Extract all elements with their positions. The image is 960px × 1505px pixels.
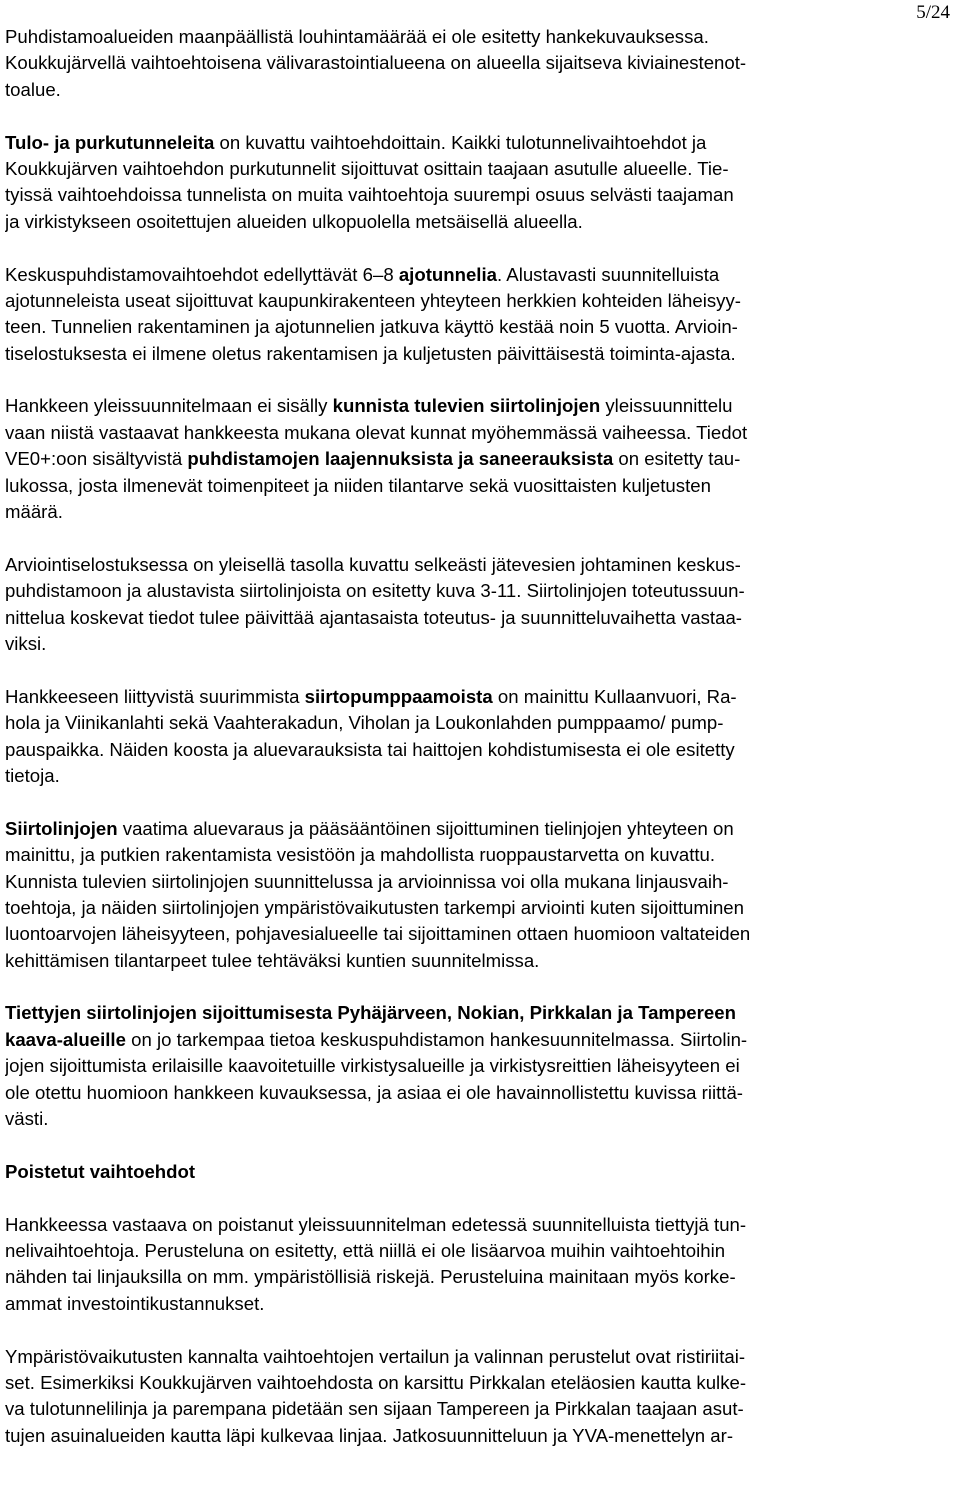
text-run: yleissuunnittelu [600,395,733,417]
paragraph [5,1000,956,1132]
text-line [5,446,956,472]
text-line [5,24,956,50]
text-line [5,1106,956,1132]
text-run: hola ja Viinikanlahti sekä Vaahterakadun, Viholan ja Loukonlahden pumppaamo/ pump- [5,712,724,734]
text-run: . Alustavasti suunnitelluista [496,263,720,285]
text-line [5,578,956,604]
paragraph-gap [5,525,956,551]
text-run: tiselostuksesta ei ilmene oletus rakentamisen ja kuljetusten päivittäisestä toiminta-ajasta. [5,342,736,364]
text-line [5,1423,956,1449]
text-run: on kuvattu vaihtoehdoittain. Kaikki tulotunnelivaihtoehdot ja [214,131,707,153]
paragraph-gap [5,367,956,393]
text-line [5,842,956,868]
text-line [5,1264,956,1290]
text-line [5,1370,956,1396]
text-run: mainittu, ja putkien rakentamista vesistöön ja mahdollista ruoppaustarvetta on kuvattu. [5,844,716,866]
text-line [5,314,956,340]
text-line [5,631,956,657]
paragraph-gap [5,103,956,129]
text-line [5,393,956,419]
text-run: ajotunneleista useat sijoittuvat kaupunkirakenteen yhteyteen herkkien kohteiden läheisyy- [5,289,741,311]
text-run: nittelua koskevat tiedot tulee päivittää ajantasaista toteutus- ja suunnitteluvaihetta vastaa- [5,606,742,628]
bold-text: kunnista tulevien siirtolinjojen [332,395,601,417]
text-run: toalue. [5,78,61,100]
text-run: Keskuspuhdistamovaihtoehdot edellyttävät 6–8 [5,263,399,285]
paragraph [5,552,956,658]
text-run: tietoja. [5,764,60,786]
text-line [5,156,956,182]
text-run: teen. Tunnelien rakentaminen ja ajotunnelien jatkuva käyttö kestää noin 5 vuotta. Arvioin- [5,316,738,338]
paragraph [5,816,956,974]
text-line [5,684,956,710]
text-line [5,1000,956,1026]
paragraph [5,1159,956,1185]
text-line [5,816,956,842]
text-line [5,710,956,736]
text-run: nähden tai linjauksilla on mm. ympäristöllisiä riskejä. Perusteluina mainitaan myös korke- [5,1266,736,1288]
text-run: pauspaikka. Näiden koosta ja aluevarauksista tai haittojen kohdistumisesta ei ole esitetty [5,738,735,760]
text-run: on esitetty tau- [613,448,741,470]
paragraph [5,1344,956,1450]
paragraph [5,262,956,368]
text-run: tujen asuinalueiden kautta läpi kulkevaa linjaa. Jatkosuunnitteluun ja YVA-menettelyn ar- [5,1424,734,1446]
text-run: Koukkujärven vaihtoehdon purkutunnelit sijoittuvat osittain taajaan asutulle alueelle. Tie- [5,157,729,179]
text-run: toehtoja, ja näiden siirtolinjojen ympäristövaikutusten tarkempi arviointi kuten sijoittuminen [5,896,744,918]
text-line [5,1159,956,1185]
text-run: Kunnista tulevien siirtolinjojen suunnittelussa ja arvioinnissa voi olla mukana linjausvaih- [5,870,729,892]
text-line [5,1291,956,1317]
text-run: Hankkeen yleissuunnitelmaan ei sisälly [5,395,333,417]
text-run: ole otettu huomioon hankkeen kuvauksessa, ja asiaa ei ole havainnollistettu kuvissa riittä- [5,1081,743,1103]
text-line [5,182,956,208]
text-line [5,473,956,499]
text-line [5,130,956,156]
paragraph-gap [5,789,956,815]
text-run: ja virkistykseen osoitettujen alueiden ulkopuolella metsäisellä alueella. [5,210,583,232]
text-run: kehittämisen tilantarpeet tulee tehtäväksi kuntien suunnitelmissa. [5,949,540,971]
bold-text: Poistetut vaihtoehdot [5,1160,196,1182]
text-run: ammat investointikustannukset. [5,1292,265,1314]
text-line [5,1027,956,1053]
text-run: vaatima aluevaraus ja pääsääntöinen sijoittuminen tielinjojen yhteyteen on [117,817,734,839]
bold-text: Tiettyjen siirtolinjojen sijoittumisesta Pyhäjärveen, Nokian, Pirkkalan ja Tampereen [5,1002,736,1024]
text-line [5,1080,956,1106]
text-line [5,1396,956,1422]
text-line [5,1212,956,1238]
text-run: määrä. [5,501,63,523]
bold-text: ajotunnelia [398,263,497,285]
text-line [5,921,956,947]
text-run: on jo tarkempaa tietoa keskuspuhdistamon hankesuunnitelmassa. Siirtolin- [125,1028,748,1050]
bold-text: siirtopumppaamoista [304,685,493,707]
text-line [5,1238,956,1264]
text-run: luontoarvojen läheisyyteen, pohjavesialueelle tai sijoittaminen ottaen huomioon valtateiden [5,923,751,945]
page-number: 5/24 [916,2,950,23]
text-run: va tulotunnelilinja ja parempana pidetään sen sijaan Tampereen ja Pirkkalan taajaan asut- [5,1398,744,1420]
text-run: Hankkeeseen liittyvistä suurimmista [5,685,305,707]
paragraph-gap [5,1317,956,1343]
paragraph [5,393,956,525]
text-run: viksi. [5,632,47,654]
document-body [5,24,956,1449]
text-run: lukossa, josta ilmenevät toimenpiteet ja niiden tilantarve sekä vuosittaisten kuljetusten [5,474,711,496]
text-line [5,77,956,103]
text-run: Puhdistamoalueiden maanpäällistä louhintamäärää ei ole esitetty hankekuvauksessa. [5,26,709,47]
text-run: VE0+:oon sisältyvistä [5,448,188,470]
text-line [5,262,956,288]
text-line [5,288,956,314]
text-line [5,341,956,367]
text-run: vaan niistä vastaavat hankkeesta mukana olevat kunnat myöhemmässä vaiheessa. Tiedot [5,421,748,443]
text-line [5,605,956,631]
text-run: set. Esimerkiksi Koukkujärven vaihtoehdosta on karsittu Pirkkalan eteläosien kautta kulke- [5,1371,747,1393]
paragraph-gap [5,657,956,683]
text-line [5,552,956,578]
paragraph [5,130,956,236]
text-run: on mainittu Kullaanvuori, Ra- [492,685,737,707]
text-line [5,869,956,895]
text-line [5,1053,956,1079]
paragraph-gap [5,974,956,1000]
text-run: Koukkujärvellä vaihtoehtoisena välivarastointialueena on alueella sijaitseva kiviainestenot- [5,52,747,74]
text-line [5,737,956,763]
text-line [5,895,956,921]
text-run: västi. [5,1108,49,1130]
text-line [5,499,956,525]
text-run: tyissä vaihtoehdoissa tunnelista on muita vaihtoehtoja suurempi osuus selvästi taajaman [5,184,734,206]
bold-text: Siirtolinjojen [5,817,118,839]
paragraph-gap [5,1132,956,1158]
bold-text: puhdistamojen laajennuksista ja saneerauksista [187,448,614,470]
paragraph-gap [5,1185,956,1211]
text-run: puhdistamoon ja alustavista siirtolinjoista on esitetty kuva 3-11. Siirtolinjojen toteutussuun- [5,580,745,602]
text-run: Ympäristövaikutusten kannalta vaihtoehtojen vertailun ja valinnan perustelut ovat ristiriitai- [5,1345,746,1367]
paragraph [5,684,956,790]
text-line [5,50,956,76]
text-run: nelivaihtoehtoja. Perusteluna on esitetty, että niillä ei ole lisäarvoa muihin vaihtoehtoihin [5,1239,726,1261]
bold-text: kaava-alueille [5,1028,126,1050]
text-run: Hankkeessa vastaava on poistanut yleissuunnitelman edetessä suunnitelluista tiettyjä tun- [5,1213,747,1235]
paragraph [5,24,956,103]
text-line [5,1344,956,1370]
text-run: jojen sijoittumista erilaisille kaavoitetuille virkistysalueille ja virkistysreittien läheisyyteen ei [5,1055,740,1077]
text-line [5,209,956,235]
bold-text: Tulo- ja purkutunneleita [5,131,215,153]
paragraph-gap [5,235,956,261]
text-line [5,420,956,446]
text-line [5,763,956,789]
text-run: Arviointiselostuksessa on yleisellä tasolla kuvattu selkeästi jätevesien johtaminen keskus- [5,553,741,575]
text-line [5,948,956,974]
paragraph [5,1212,956,1318]
